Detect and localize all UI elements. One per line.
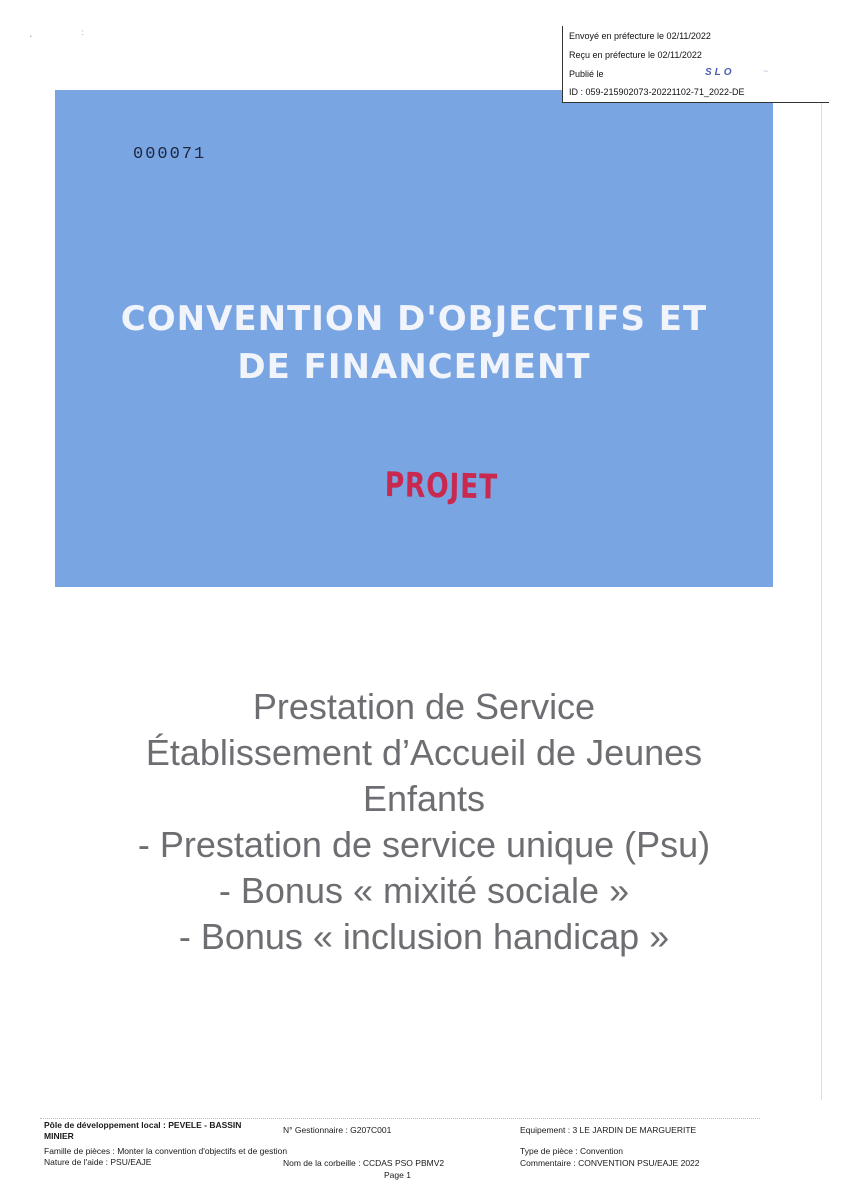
stamp-published: Publié le — [569, 69, 604, 79]
document-title-line-1: CONVENTION D'OBJECTIFS ET — [120, 299, 708, 339]
page-number: Page 1 — [384, 1170, 411, 1180]
document-title — [55, 295, 773, 391]
stamp-received-date: Reçu en préfecture le 02/11/2022 — [569, 50, 702, 60]
subtitle-line-6: - Bonus « inclusion handicap » — [178, 916, 670, 957]
subtitle-line-4: - Prestation de service unique (Psu) — [137, 824, 711, 865]
cover-title-panel — [55, 90, 773, 587]
subtitle-line-2: Établissement d’Accueil de Jeunes — [145, 732, 703, 773]
subtitle-line-3: Enfants — [362, 778, 486, 819]
footer-corbeille: Nom de la corbeille : CCDAS PSO PBMV2 — [283, 1158, 445, 1168]
footer-pole-cont: MINIER — [44, 1131, 74, 1141]
logo-swoosh-icon: ~ — [763, 66, 769, 76]
scan-specks: ˛ : — [30, 28, 84, 37]
stamp-sent-date: Envoyé en préfecture le 02/11/2022 — [569, 31, 711, 41]
footer-gestionnaire: N° Gestionnaire : G207C001 — [283, 1125, 392, 1135]
slo-logo-icon: SLO — [705, 67, 735, 78]
footer-commentaire: Commentaire : CONVENTION PSU/EAJE 2022 — [520, 1158, 700, 1168]
footer-pole: Pôle de développement local : PEVELE - BASSIN — [44, 1120, 242, 1130]
document-title-line-2: DE FINANCEMENT — [237, 347, 591, 387]
draft-stamp: PROJET — [384, 465, 499, 508]
subtitle-line-5: - Bonus « mixité sociale » — [218, 870, 630, 911]
footer-type-piece: Type de pièce : Convention — [520, 1146, 624, 1156]
footer-equipement: Equipement : 3 LE JARDIN DE MARGUERITE — [520, 1125, 697, 1135]
document-number: 000071 — [133, 145, 207, 164]
footer-famille: Famille de pièces : Monter la convention d'objectifs et de gestion — [44, 1146, 288, 1156]
stamp-act-id: ID : 059-215902073-20221102-71_2022-DE — [569, 87, 745, 97]
subtitle-line-1: Prestation de Service — [252, 686, 596, 727]
footer-nature: Nature de l'aide : PSU/EAJE — [44, 1157, 152, 1167]
prefecture-transmission-stamp — [562, 26, 829, 103]
